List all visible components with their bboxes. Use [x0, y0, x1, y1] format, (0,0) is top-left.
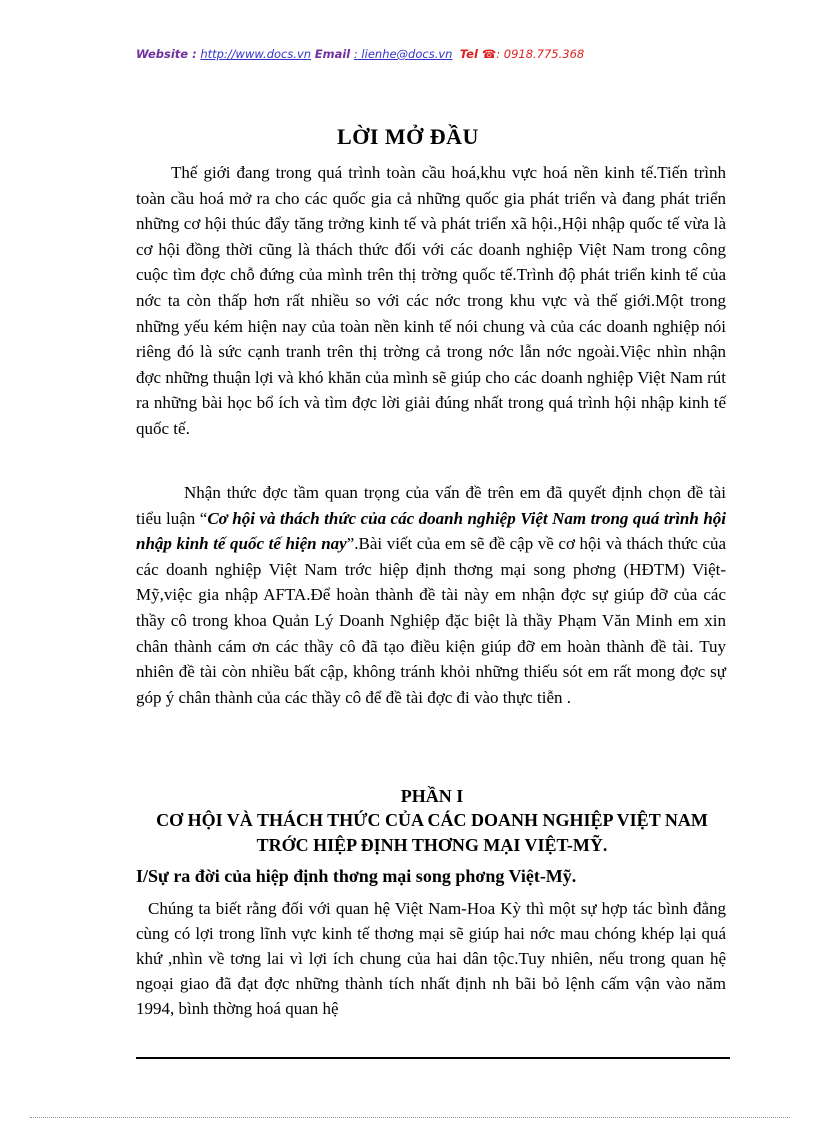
document-title: LỜI MỞ ĐẦU — [337, 124, 479, 149]
intro-paragraph-2 — [136, 480, 726, 710]
footer-rule — [136, 1057, 730, 1059]
tel-label: Tel ☎ — [459, 47, 497, 61]
website-label: Website : — [136, 47, 197, 61]
phone-number: : 0918.775.368 — [496, 47, 585, 61]
para2-after: ”.Bài viết của em sẽ đề cập về cơ hội và thách thức của các doanh nghiệp Việt Nam trớc hiệp định thơng mại song phơng (HĐTM) Việt-Mỹ,việc gia nhập AFTA.Để hoàn thành đề tài này em nhận đợc sự giúp đỡ của các thầy cô trong khoa Quản Lý Doanh Nghiệp đặc biệt là thầy Phạm Văn Minh em xin chân thành cám ơn các thầy cô đã tạo điều kiện giúp đỡ em hoàn thành đề tài. Tuy nhiên đề tài còn nhiều bất cập, không tránh khỏi những thiếu sót em rất mong đợc sự góp ý chân thành của các thầy cô để đề tài đợc đi vào thực tiễn . — [136, 534, 726, 707]
email-label: Email — [314, 47, 351, 61]
website-link[interactable]: http://www.docs.vn — [200, 47, 312, 61]
page-header — [136, 47, 736, 61]
section-heading: I/Sự ra đời của hiệp định thơng mại song phơng Việt-Mỹ. — [136, 866, 577, 886]
page-bottom-dotted-line — [30, 1117, 790, 1118]
topic-title: Cơ hội và thách thức của các doanh nghiệp Việt Nam trong quá trình hội nhập kinh tế quốc tế hiện nay — [136, 508, 726, 554]
part-subtitle-line-1: CƠ HỘI VÀ THÁCH THỨC CỦA CÁC DOANH NGHIỆP VIỆT NAM — [156, 810, 708, 830]
part-heading: PHẦN I — [400, 786, 464, 806]
part-subtitle-line-2: TRỚC HIỆP ĐỊNH THƠNG MẠI VIỆT-MỸ. — [256, 835, 608, 855]
para2-before: Nhận thức đợc tầm quan trọng của vấn đề trên em đã quyết định chọn đề tài tiểu luận “ — [136, 483, 726, 528]
email-link[interactable]: : lienhe@docs.vn — [353, 47, 453, 61]
body-paragraph-3: Chúng ta biết rằng đối với quan hệ Việt Nam-Hoa Kỳ thì một sự hợp tác bình đẳng cùng có lợi trong lĩnh vực kinh tế thơng mại sẽ giúp hai nớc mau chóng khép lại quá khứ ,nhìn về tơng lai vì lợi ích chung của hai dân tộc.Tuy nhiên, nếu trong quan hệ ngoại giao đã đạt đợc những thành tích nhất định nh bãi bỏ lệnh cấm vận vào năm 1994, bình thờng hoá quan hệ — [136, 899, 726, 1018]
intro-paragraph-1: Thế giới đang trong quá trình toàn cầu hoá,khu vực hoá nền kinh tế.Tiến trình toàn cầu hoá mở ra cho các quốc gia cả những quốc gia phát triển và đang phát triển những cơ hội thúc đẩy tăng trởng kinh tế và phát triển xã hội.,Hội nhập quốc tế vừa là cơ hội đồng thời cũng là thách thức đối với các doanh nghiệp Việt Nam trong công cuộc tìm đợc chỗ đứng của mình trên thị trờng quốc tế.Trình độ phát triển kinh tế của nớc ta còn thấp hơn rất nhiều so với các nớc trong khu vực và thế giới.Một trong những yếu kém hiện nay của toàn nền kinh tế nói chung và của các doanh nghiệp nói riêng đó là sức cạnh tranh trên thị trờng cả trong nớc lẫn nớc ngoài.Việc nhìn nhận đợc những thuận lợi và khó khăn của mình sẽ giúp cho các doanh nghiệp Việt Nam rút ra những bài học bổ ích và tìm đợc lời giải đúng nhất trong quá trình hội nhập kinh tế quốc tế. — [136, 163, 726, 438]
